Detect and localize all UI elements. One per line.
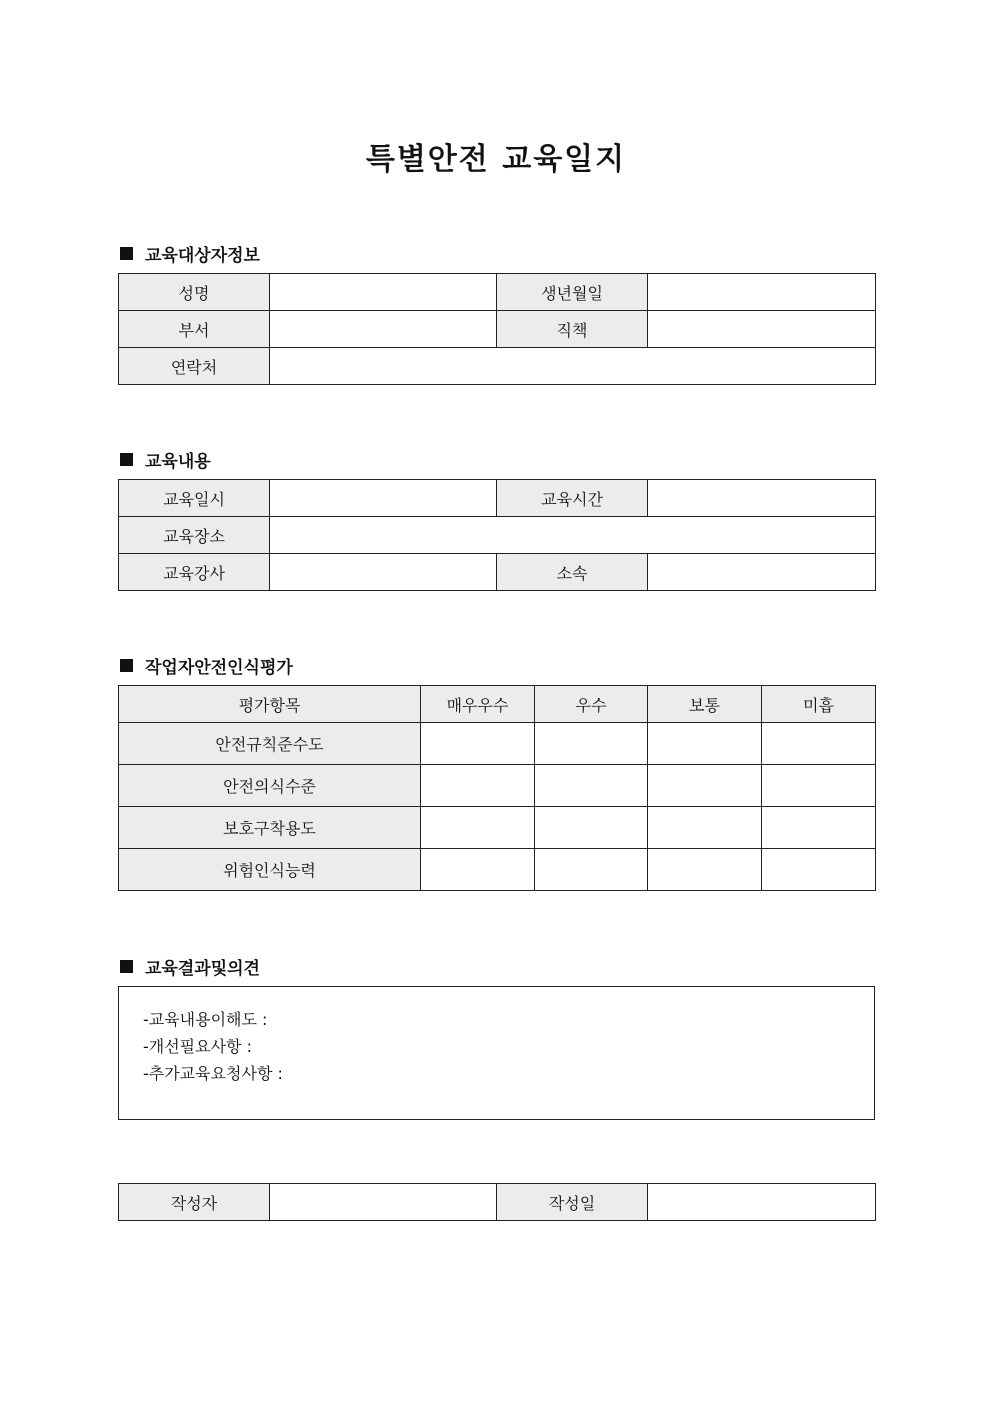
section-heading-content <box>120 447 211 472</box>
understanding-line: -교육내용이해도 : <box>143 1010 268 1029</box>
birth-field[interactable] <box>648 274 876 311</box>
target-info-table <box>118 273 876 385</box>
section-heading-target <box>120 241 260 266</box>
position-label: 직책 <box>497 311 648 348</box>
eval-header-good: 우수 <box>535 686 648 723</box>
eval-header-item: 평가항목 <box>119 686 421 723</box>
eval-cell-average[interactable] <box>648 723 762 765</box>
table-row <box>119 765 876 807</box>
dept-field[interactable] <box>270 311 497 348</box>
section-heading-text: 작업자안전인식평가 <box>145 658 293 678</box>
eval-cell-poor[interactable] <box>762 807 876 849</box>
square-bullet-icon <box>120 247 133 260</box>
birth-label: 생년월일 <box>497 274 648 311</box>
table-row <box>119 849 876 891</box>
eval-header-excellent: 매우우수 <box>421 686 535 723</box>
eval-cell-excellent[interactable] <box>421 723 535 765</box>
eval-item-label: 안전규칙준수도 <box>119 723 421 765</box>
edu-date-field[interactable] <box>270 480 497 517</box>
eval-cell-excellent[interactable] <box>421 807 535 849</box>
eval-cell-poor[interactable] <box>762 765 876 807</box>
position-field[interactable] <box>648 311 876 348</box>
writer-field[interactable] <box>270 1184 497 1221</box>
section-heading-text: 교육결과및의견 <box>145 959 260 979</box>
square-bullet-icon <box>120 453 133 466</box>
section-heading-evaluation <box>120 653 293 678</box>
eval-cell-good[interactable] <box>535 723 648 765</box>
name-label: 성명 <box>119 274 270 311</box>
name-field[interactable] <box>270 274 497 311</box>
write-date-label: 작성일 <box>497 1184 648 1221</box>
instructor-field[interactable] <box>270 554 497 591</box>
edu-place-label: 교육장소 <box>119 517 270 554</box>
eval-cell-good[interactable] <box>535 807 648 849</box>
eval-cell-excellent[interactable] <box>421 765 535 807</box>
eval-item-label: 안전의식수준 <box>119 765 421 807</box>
writer-table <box>118 1183 876 1221</box>
section-heading-result <box>120 954 260 979</box>
section-heading-text: 교육내용 <box>145 452 211 472</box>
contact-field[interactable] <box>270 348 876 385</box>
eval-cell-good[interactable] <box>535 849 648 891</box>
additional-request-line: -추가교육요청사항 : <box>143 1064 283 1083</box>
table-row <box>119 807 876 849</box>
square-bullet-icon <box>120 659 133 672</box>
document-title: 특별안전 교육일지 <box>365 142 627 177</box>
eval-header-average: 보통 <box>648 686 762 723</box>
affiliation-label: 소속 <box>497 554 648 591</box>
improvement-line: -개선필요사항 : <box>143 1037 252 1056</box>
writer-label: 작성자 <box>119 1184 270 1221</box>
edu-date-label: 교육일시 <box>119 480 270 517</box>
evaluation-table <box>118 685 876 891</box>
eval-cell-poor[interactable] <box>762 849 876 891</box>
edu-place-field[interactable] <box>270 517 876 554</box>
eval-cell-good[interactable] <box>535 765 648 807</box>
eval-cell-poor[interactable] <box>762 723 876 765</box>
eval-header-poor: 미흡 <box>762 686 876 723</box>
table-row <box>119 723 876 765</box>
content-table <box>118 479 876 591</box>
result-opinion-box[interactable] <box>118 986 875 1120</box>
eval-cell-average[interactable] <box>648 765 762 807</box>
eval-item-label: 위험인식능력 <box>119 849 421 891</box>
square-bullet-icon <box>120 960 133 973</box>
edu-hours-label: 교육시간 <box>497 480 648 517</box>
eval-cell-average[interactable] <box>648 807 762 849</box>
instructor-label: 교육강사 <box>119 554 270 591</box>
eval-item-label: 보호구착용도 <box>119 807 421 849</box>
affiliation-field[interactable] <box>648 554 876 591</box>
write-date-field[interactable] <box>648 1184 876 1221</box>
contact-label: 연락처 <box>119 348 270 385</box>
eval-cell-excellent[interactable] <box>421 849 535 891</box>
edu-hours-field[interactable] <box>648 480 876 517</box>
section-heading-text: 교육대상자정보 <box>145 246 260 266</box>
eval-cell-average[interactable] <box>648 849 762 891</box>
dept-label: 부서 <box>119 311 270 348</box>
